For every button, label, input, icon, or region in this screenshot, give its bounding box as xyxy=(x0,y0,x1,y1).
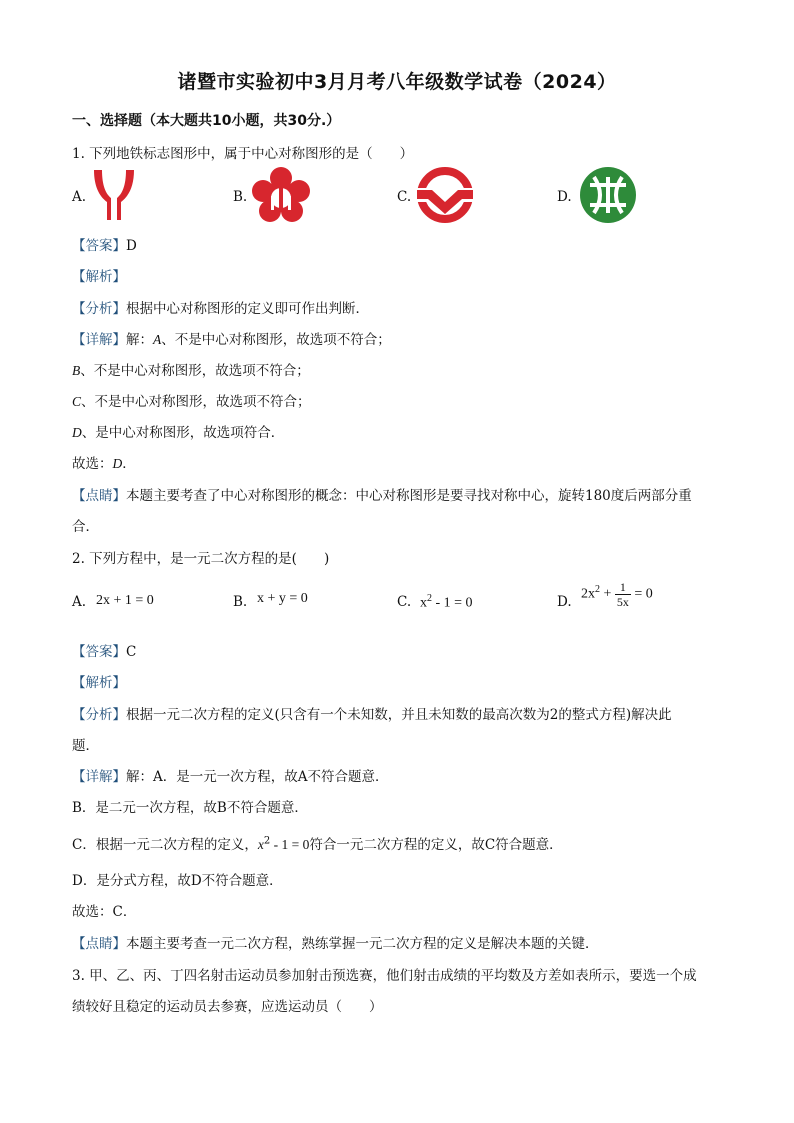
q1-option-c-label: C. xyxy=(397,189,412,205)
q2-detail-b: B．是二元一次方程，故B不符合题意． xyxy=(72,800,308,816)
q2-answer-value: C xyxy=(126,644,137,660)
q2-detail-c-rest: - 1 = 0 xyxy=(270,837,310,852)
q1-detail-a xyxy=(72,328,391,348)
analysis-label: 【分析】 xyxy=(72,301,126,317)
q1-comment-line2: 合． xyxy=(72,519,99,535)
answer-tag: 【答案】 xyxy=(72,644,126,660)
q1-choose-prefix: 故选： xyxy=(72,456,113,472)
section-heading: 一、选择题（本大题共10小题，共30分.） xyxy=(72,113,341,129)
q1-detail-b-text: 、不是中心对称图形，故选项不符合； xyxy=(80,363,310,379)
q2-detail-c xyxy=(72,833,563,853)
metro-logo-d-icon xyxy=(580,167,636,223)
q2-detail-c-post: 符合一元二次方程的定义，故C符合题意． xyxy=(309,837,563,853)
q2-option-b-label: B. xyxy=(233,594,248,610)
q1-answer-value: D xyxy=(126,238,137,254)
q2-option-c-exp: 2 xyxy=(427,593,432,604)
q2-analysis-line2: 题． xyxy=(72,738,99,754)
q2-comment xyxy=(72,932,599,952)
q1-choose xyxy=(72,452,136,472)
fraction-denominator: 5x xyxy=(616,595,629,609)
comment-label: 【点睛】 xyxy=(72,936,126,952)
q2-option-a-label: A. xyxy=(72,594,87,610)
q2-option-d-rest: = 0 xyxy=(630,586,653,602)
q1-comment xyxy=(72,484,692,504)
q1-analysis-tag: 【解析】 xyxy=(72,269,126,285)
q2-detail-a-text: 解：A．是一元一次方程，故A不符合题意． xyxy=(126,769,389,785)
q1-detail-b-letter: B xyxy=(72,363,81,378)
detail-label: 【详解】 xyxy=(72,332,126,348)
q2-analysis-tag: 【解析】 xyxy=(72,675,126,691)
q2-option-d-base: 2x xyxy=(581,586,595,602)
metro-logo-a-icon xyxy=(92,168,136,222)
comment-label: 【点睛】 xyxy=(72,488,126,504)
q2-stem: 2. 下列方程中，是一元二次方程的是( ) xyxy=(72,551,330,567)
q1-detail-a-text: 、不是中心对称图形，故选项不符合； xyxy=(161,332,391,348)
page-title: 诸暨市实验初中3月月考八年级数学试卷（2024） xyxy=(177,71,617,93)
fraction-numerator: 1 xyxy=(615,580,631,595)
q1-option-d-label: D. xyxy=(557,189,572,205)
q2-option-d xyxy=(581,580,653,609)
q1-choose-suffix: ． xyxy=(122,456,136,472)
q1-stem: 1. 下列地铁标志图形中，属于中心对称图形的是（ ） xyxy=(72,146,414,162)
q1-comment-line1: 本题主要考查了中心对称图形的概念：中心对称图形是要寻找对称中心，旋转180度后两部分重 xyxy=(126,488,692,504)
q2-detail-c-base: x xyxy=(257,837,264,852)
detail-label: 【详解】 xyxy=(72,769,126,785)
q2-detail-c-pre: C．根据一元二次方程的定义， xyxy=(72,837,258,853)
q2-comment-text: 本题主要考查一元二次方程，熟练掌握一元二次方程的定义是解决本题的关键． xyxy=(126,936,599,952)
q2-option-b: x + y = 0 xyxy=(257,591,308,606)
q2-option-d-label: D. xyxy=(557,594,572,610)
q1-detail-c-letter: C xyxy=(72,394,82,409)
q1-detail-d xyxy=(72,421,284,441)
q2-analysis-line1: 根据一元二次方程的定义(只含有一个未知数，并且未知数的最高次数为2的整式方程)解决此 xyxy=(126,707,672,723)
q2-option-d-fraction xyxy=(615,580,631,609)
analysis-label: 【分析】 xyxy=(72,707,126,723)
q1-detail-b xyxy=(72,359,310,379)
q2-choose: 故选：C． xyxy=(72,904,137,920)
q2-detail-d: D．是分式方程，故D不符合题意． xyxy=(72,873,283,889)
q1-detail-d-letter: D xyxy=(72,425,82,440)
q1-detail-d-text: 、是中心对称图形，故选项符合． xyxy=(81,425,285,441)
q1-answer xyxy=(72,234,137,254)
q1-detail-c-text: 、不是中心对称图形，故选项不符合； xyxy=(81,394,311,410)
q2-answer xyxy=(72,640,136,660)
q1-analysis-text: 根据中心对称图形的定义即可作出判断． xyxy=(126,301,369,317)
answer-tag: 【答案】 xyxy=(72,238,126,254)
q2-option-d-plus: + xyxy=(600,586,615,602)
metro-logo-b-icon xyxy=(251,166,311,224)
q1-detail-c xyxy=(72,390,311,410)
q1-choose-letter: D xyxy=(112,456,123,471)
q2-option-c xyxy=(420,593,473,612)
q2-option-c-rest: - 1 = 0 xyxy=(432,595,473,611)
q1-option-a-label: A. xyxy=(72,189,87,205)
q2-detail-c-exp: 2 xyxy=(263,835,271,847)
q1-analysis xyxy=(72,297,369,317)
q2-option-d-exp: 2 xyxy=(595,584,600,596)
metro-logo-c-icon xyxy=(414,166,476,224)
q3-stem-line2: 绩较好且稳定的运动员去参赛，应选运动员（ ） xyxy=(72,999,383,1015)
q1-detail-a-letter: A xyxy=(153,332,162,347)
q2-option-c-label: C. xyxy=(397,594,412,610)
q1-option-b-label: B. xyxy=(233,189,248,205)
q2-option-a: 2x + 1 = 0 xyxy=(96,593,154,608)
q2-analysis xyxy=(72,703,672,723)
q3-stem-line1: 3. 甲、乙、丙、丁四名射击运动员参加射击预选赛，他们射击成绩的平均数及方差如表所示，要选一个成 xyxy=(72,968,697,984)
q2-detail-a xyxy=(72,765,389,785)
q1-detail-intro: 解： xyxy=(126,332,153,348)
q2-option-c-base: x xyxy=(420,595,427,611)
